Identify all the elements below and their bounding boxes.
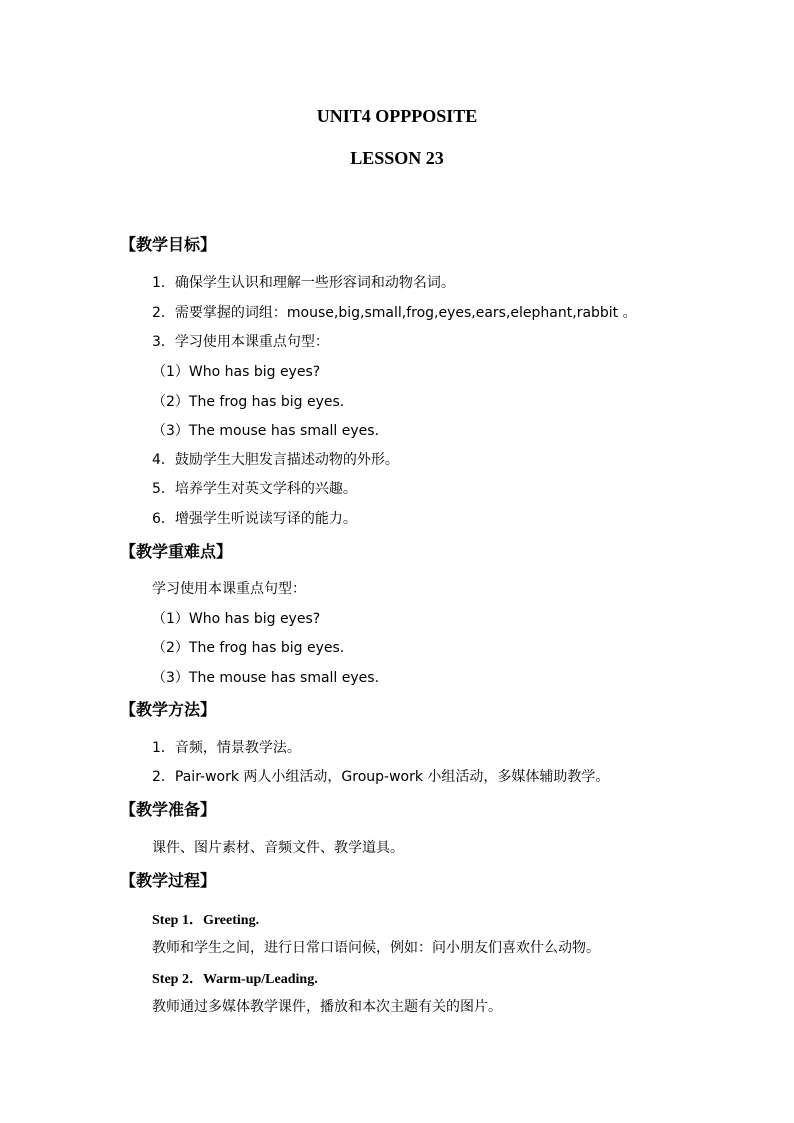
goal-item: 5．培养学生对英文学科的兴趣。 <box>152 481 357 497</box>
goal-item: 3．学习使用本课重点句型： <box>152 334 329 350</box>
section-heading-goals: 【教学目标】 <box>120 235 217 254</box>
goal-item: 4．鼓励学生大胆发言描述动物的外形。 <box>152 452 399 468</box>
document-title: UNIT4 OPPPOSITE <box>316 106 478 126</box>
step-label: Step 2．Warm-up/Leading. <box>152 972 318 987</box>
section-heading-process: 【教学过程】 <box>120 871 217 890</box>
goal-item: （2）The frog has big eyes. <box>152 394 345 410</box>
goal-item: （1）Who has big eyes? <box>152 364 321 380</box>
step-label: Step 1．Greeting. <box>152 913 260 928</box>
key-point-item: （3）The mouse has small eyes. <box>152 670 380 686</box>
method-item: 1．音频，情景教学法。 <box>152 740 301 756</box>
document-subtitle: LESSON 23 <box>350 148 444 168</box>
goal-item: 2．需要掌握的词组：mouse,big,small,frog,eyes,ears,elephant,rabbit 。 <box>152 305 637 321</box>
goal-item: （3）The mouse has small eyes. <box>152 423 380 439</box>
section-heading-methods: 【教学方法】 <box>120 700 217 719</box>
key-point-item: （2）The frog has big eyes. <box>152 640 345 656</box>
key-point-item: （1）Who has big eyes? <box>152 611 321 627</box>
section-heading-preparation: 【教学准备】 <box>120 800 217 819</box>
goal-item: 1．确保学生认识和理解一些形容词和动物名词。 <box>152 275 455 291</box>
step-text: 教师通过多媒体教学课件，播放和本次主题有关的图片。 <box>152 999 502 1015</box>
step-text: 教师和学生之间，进行日常口语问候，例如：问小朋友们喜欢什么动物。 <box>152 940 600 956</box>
section-heading-key-points: 【教学重难点】 <box>120 542 233 561</box>
method-item: 2．Pair-work 两人小组活动，Group-work 小组活动，多媒体辅助教学。 <box>152 769 610 785</box>
preparation-item: 课件、图片素材、音频文件、教学道具。 <box>152 840 404 856</box>
goal-item: 6．增强学生听说读写译的能力。 <box>152 511 357 527</box>
key-point-item: 学习使用本课重点句型： <box>152 581 306 597</box>
